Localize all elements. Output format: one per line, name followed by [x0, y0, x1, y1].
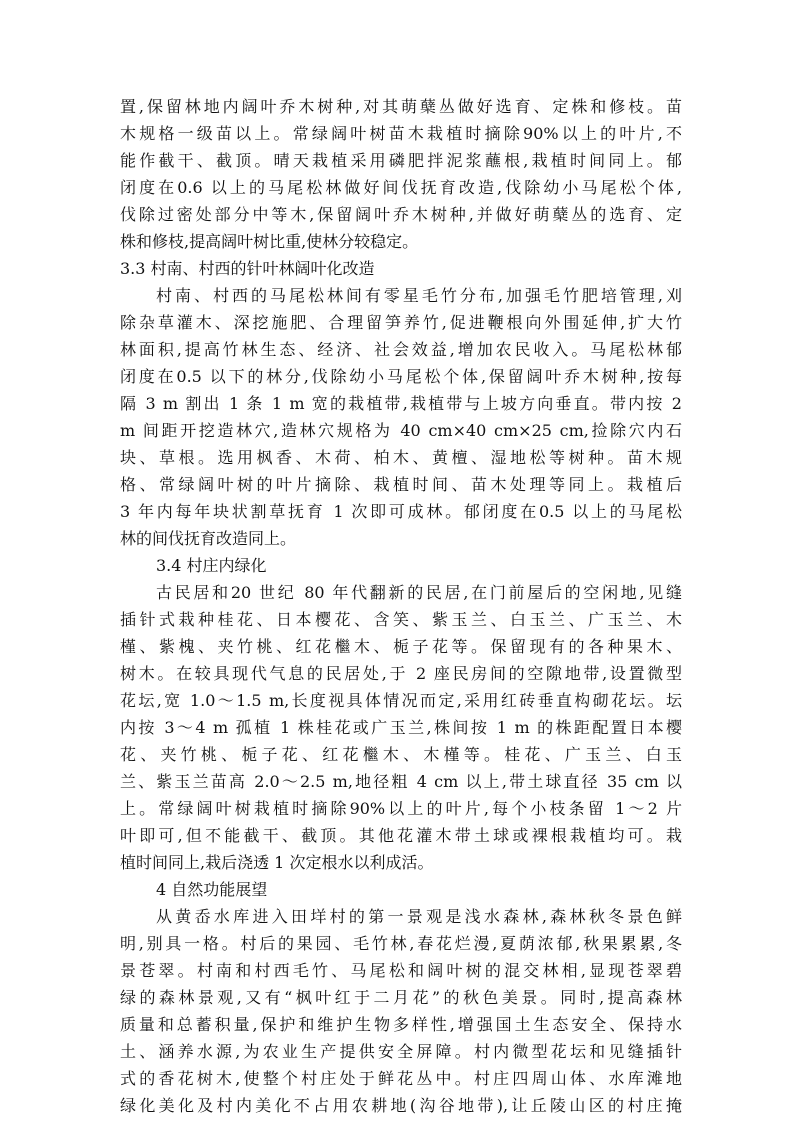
text-line: 明,别具一格。村后的果园、毛竹林,春花烂漫,夏荫浓郁,秋果累累,冬 [120, 934, 682, 953]
text-line: 伐除过密处部分中等木,保留阔叶乔木树种,并做好萌蘖丛的选育、定 [120, 205, 682, 224]
text-line: 叶即可,但不能截干、截顶。其他花灌木带土球或裸根栽植均可。栽 [120, 826, 682, 845]
paragraph-section-4 [120, 903, 682, 1119]
text-line: 植时间同上,栽后浇透 1 次定根水以利成活。 [120, 853, 434, 872]
text-line: 槿、紫槐、夹竹桃、红花檵木、栀子花等。保留现有的各种果木、 [120, 637, 682, 656]
text-line: 质量和总蓄积量,保护和维护生物多样性,增强国土生态安全、保持水 [120, 1015, 682, 1034]
text-line: 置,保留林地内阔叶乔木树种,对其萌蘖丛做好选育、定株和修枝。苗 [120, 97, 682, 116]
text-line: 除杂草灌木、深挖施肥、合理留笋养竹,促进鞭根向外围延伸,扩大竹 [120, 313, 682, 332]
text-line: 绿化美化及村内美化不占用农耕地(沟谷地带),让丘陵山区的村庄掩 [120, 1096, 682, 1115]
text-line: 隔 3 m 割出 1 条 1 m 宽的栽植带,栽植带与上坡方向垂直。带内按 2 [120, 394, 682, 413]
text-line: 兰、紫玉兰苗高 2.0～2.5 m,地径粗 4 cm 以上,带土球直径 35 cm 以 [120, 772, 682, 791]
text-line: 3 年内每年块状割草抚育 1 次即可成林。郁闭度在0.5 以上的马尾松 [120, 502, 682, 521]
section-heading-3-3: 3.3 村南、村西的针叶林阔叶化改造 [120, 259, 375, 278]
text-line: 能作截干、截顶。晴天栽植采用磷肥拌泥浆蘸根,栽植时间同上。郁 [120, 151, 682, 170]
text-line: 树木。在较具现代气息的民居处,于 2 座民房间的空隙地带,设置微型 [120, 664, 682, 683]
text-line: 花坛,宽 1.0～1.5 m,长度视具体情况而定,采用红砖垂直构砌花坛。坛 [120, 691, 682, 710]
text-line: 林面积,提高竹林生态、经济、社会效益,增加农民收入。马尾松林郁 [120, 340, 682, 359]
section-heading-3-4: 3.4 村庄内绿化 [156, 556, 267, 575]
text-line: 插针式栽种桂花、日本樱花、含笑、紫玉兰、白玉兰、广玉兰、木 [120, 610, 682, 629]
text-line: 块、草根。选用枫香、木荷、柏木、黄檀、湿地松等树种。苗木规 [120, 448, 682, 467]
paragraph-section-3-4 [120, 579, 682, 876]
text-line: 上。常绿阔叶树栽植时摘除90%以上的叶片,每个小枝条留 1～2 片 [120, 799, 682, 818]
text-line: 村南、村西的马尾松林间有零星毛竹分布,加强毛竹肥培管理,刈 [156, 286, 682, 305]
text-line: 株和修枝,提高阔叶树比重,使林分较稳定。 [120, 232, 419, 251]
text-line: 式的香花树木,使整个村庄处于鲜花丛中。村庄四周山体、水库滩地 [120, 1069, 682, 1088]
paragraph-section-3-3 [120, 282, 682, 552]
text-line: 景苍翠。村南和村西毛竹、马尾松和阔叶树的混交林相,显现苍翠碧 [120, 961, 682, 980]
text-line: 土、涵养水源,为农业生产提供安全屏障。村内微型花坛和见缝插针 [120, 1042, 682, 1061]
paragraph-continuation [120, 93, 682, 255]
text-line: 绿的森林景观,又有“枫叶红于二月花”的秋色美景。同时,提高森林 [120, 988, 682, 1007]
text-line: 闭度在0.5 以下的林分,伐除幼小马尾松个体,保留阔叶乔木树种,按每 [120, 367, 682, 386]
text-line: 从黄岙水库进入田垟村的第一景观是浅水森林,森林秋冬景色鲜 [156, 907, 682, 926]
text-line: 古民居和20 世纪 80 年代翻新的民居,在门前屋后的空闲地,见缝 [156, 583, 682, 602]
text-line: 格、常绿阔叶树的叶片摘除、栽植时间、苗木处理等同上。栽植后 [120, 475, 682, 494]
text-line: 闭度在0.6 以上的马尾松林做好间伐抚育改造,伐除幼小马尾松个体, [120, 178, 682, 197]
text-line: 木规格一级苗以上。常绿阔叶树苗木栽植时摘除90%以上的叶片,不 [120, 124, 682, 143]
text-line: m 间距开挖造林穴,造林穴规格为 40 cm×40 cm×25 cm,捡除穴内石 [120, 421, 682, 440]
section-heading-4: 4 自然功能展望 [156, 880, 268, 899]
document-body [120, 93, 682, 1119]
text-line: 花、夹竹桃、栀子花、红花檵木、木槿等。桂花、广玉兰、白玉 [120, 745, 682, 764]
text-line: 内按 3～4 m 孤植 1 株桂花或广玉兰,株间按 1 m 的株距配置日本樱 [120, 718, 682, 737]
text-line: 林的间伐抚育改造同上。 [120, 529, 297, 548]
